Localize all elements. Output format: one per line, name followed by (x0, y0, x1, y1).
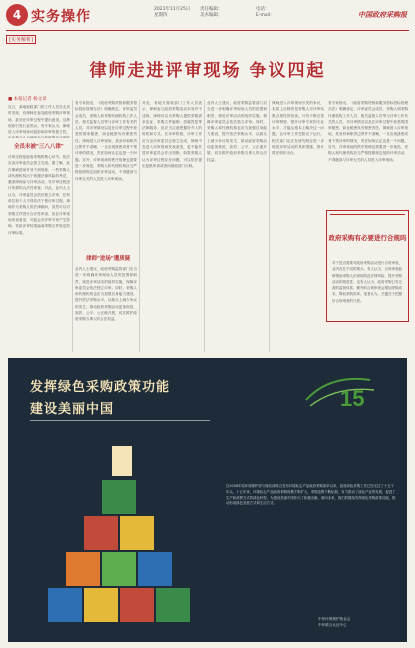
article-column-6: 有专家指出，《政府采购货物和服务招标投标管理办法》明确规定，评审委员会成员、采购人和采购代理机构工作人员、相关监督人员等与评审工作有关的人员，对评审情况以及在评审过程中获悉的国家秘密、商业秘密负有保密责任。律师进入评审现场，其身份和职责边界并不清晰，一旦出现泄密或者干预评审的情况，责任如何认定也是一个问题。另外，评审现场的秩序管理也需要进一步规范，采购人和代理机构应当严格按照规定组织评审活动，不得邀请与评审无关的人员进入评审现场。 (328, 101, 408, 162)
article-column-2b: 业内人士建议，政府采购监管部门应当进一步明确评审现场人员的范围和职责，规范评审活动的组织实施，保障评审委员会依法独立评审。同时，采购人和代理机构也应当加强自身能力建设，提升依法采购水平，从源头上减少争议的发生，推动政府采购活动更加规范、高效、公平、公正地开展，切实维护政府采购当事人的合法权益。 (75, 267, 137, 322)
art-editor-line: 美术编辑： (200, 12, 223, 18)
article-subhead-2: 律师"进场"遭质疑 (86, 256, 131, 262)
sidebar-text: 对于是否需要对政府采购活动进行合规审查，业内存在不同的观点。有人认为，合规审查能够帮助采购人识别和防范法律风险，提升采购活动的规范性；也有人认为，政府采购已有完善的监督体系，额外的合规审查会增加采购成本，降低采购效率。笔者认为，关键在于把握好合规审查的尺度。 (332, 261, 402, 303)
header-meta-left (154, 7, 190, 18)
sponsor-logo-2: 中环联合认证中心 (318, 623, 347, 627)
anniversary-emblem (300, 370, 380, 416)
column-divider (269, 100, 270, 352)
issue-date: 2021年11月25日 (154, 7, 191, 12)
header-meta-contact (256, 7, 275, 18)
section-title: 实务操作 (31, 9, 91, 25)
article-column-2: 有专家指出，《政府采购货物和服务招标投标管理办法》明确规定，评审委员会成员、采购人和采购代理机构工作人员、相关监督人员等与评审工作有关的人员，对评审情况以及在评审过程中获悉的国家秘密、商业秘密负有保密责任。律师进入评审现场，其身份和职责边界并不清晰，一旦出现泄密或者干预评审的情况，责任如何认定也是一个问题。另外，评审现场的秩序管理也需要进一步规范，采购人和代理机构应当严格按照规定组织评审活动，不得邀请与评审无关的人员进入评审现场。 (75, 101, 137, 181)
sidebar-top-rule (330, 214, 405, 215)
ad-divider (30, 420, 210, 421)
ad-title-line1: 发挥绿色采购政策功能 (30, 380, 171, 395)
article-byline: ■ 本报记者 杨文章 (8, 97, 47, 102)
header-divider (6, 30, 409, 31)
article-column-4: 业内人士建议，政府采购监管部门应当进一步明确评审现场人员的范围和职责，规范评审活动的组织实施，保障评审委员会依法独立评审。同时，采购人和代理机构也应当加强自身能力建设，提升依法采购水平，从源头上减少争议的发生，推动政府采购活动更加规范、高效、公平、公正地开展，切实维护政府采购当事人的合法权益。 (207, 101, 267, 162)
page-header (6, 4, 409, 30)
masthead-logo: 中国政府采购报 (358, 11, 407, 19)
cube-stack (48, 446, 190, 622)
article-headline: 律师走进评审现场 争议四起 (89, 61, 326, 81)
emblem-number: 15 (340, 386, 365, 411)
cube-illustration (38, 438, 218, 633)
article-column-3: 对此，有地方财政部门工作人员表示，律师参与政府采购活动本身并不违规，律师可以为采购人提供采购需求论证、采购文件编制、质疑答复等法律服务，但应当注意把握好介入的时机和方式。在评审阶段，评审工作应当由评审委员会独立完成，律师不宜进入评审现场发表意见，更不能代替评审委员会作出判断。如果采购人认为评审过程存在问题，可以依法提出复核申请或者向财政部门反映。 (142, 101, 202, 168)
ad-body-text: 自2006年原环境保护部与财政部联合发布环境标志产品政府采购清单以来，政府绿色采购工作已经走过了十五个年头。十五年来，环境标志产品政府采购规模不断扩大，采购范围不断拓展，有力推动了绿色产业的发展，促进了生产和消费方式的绿色转型，为建设美丽中国作出了积极贡献。面向未来，我们将继续发挥绿色采购政策功能，推动形成绿色发展方式和生活方式。 (226, 484, 396, 506)
page-number-badge: 4 (6, 4, 28, 26)
ad-title-line2: 建设美丽中国 (30, 402, 115, 417)
green-procurement-ad (8, 358, 407, 642)
phone-line: 电话： (256, 7, 270, 12)
article-column-1: 评审过程是政府采购的核心环节，依法应由评审委员会独立完成。据了解，此次律师进场并非个别现象，一些采购人或代理机构出于规避法律风险的考虑，邀请律师参与评审活动，对评审过程进行所谓的合法性审查。对此，业内人士认为，评审委员会依法独立评审，任何单位和个人不得非法干预评审过程。律师作为采购人的法律顾问，虽然可以对采购文件进行合法性审查，但在评审现场发表意见，可能会对评审专家产生影响，导致评审结果偏离采购文件规定的评审标准。 (8, 155, 70, 235)
weekday: 星期四 (154, 12, 168, 18)
column-divider (72, 100, 73, 352)
header-meta-editors (200, 7, 223, 18)
sidebar-title: 政府采购有必要进行合规吗 (328, 234, 407, 242)
column-tag: [实务解析] (6, 35, 36, 44)
sponsor-logo-1: 中华环境保护基金会 (318, 617, 351, 621)
article-column-5: 律师进入评审现场引发的争议，本质上反映的是采购人对评审结果合规性的担忧。只有不断完善评审制度、提升评审专家的专业水平，才能从根本上解决这一问题，让评审工作在阳光下运行。相关部门也正在研究制定进一步规范评审活动的具体措施，预计将在明年出台。 (272, 101, 324, 156)
ad-sponsor-logos (318, 616, 398, 628)
email-line: E-mail： (256, 12, 275, 18)
article-subhead-1: 全员末被"三八八律" (14, 144, 64, 150)
editor-line: 责任编辑： (200, 7, 223, 12)
column-divider (139, 100, 140, 352)
article-intro: 近日，某地财政部门的工作人员在走访时发现，有律师在参加政府采购评审现场，甚至在评审过程中提出意见。这种现象引发行业热议。有专家认为，律师进入评审现场可能影响评审的独立性， (8, 105, 70, 135)
column-divider (204, 100, 205, 352)
